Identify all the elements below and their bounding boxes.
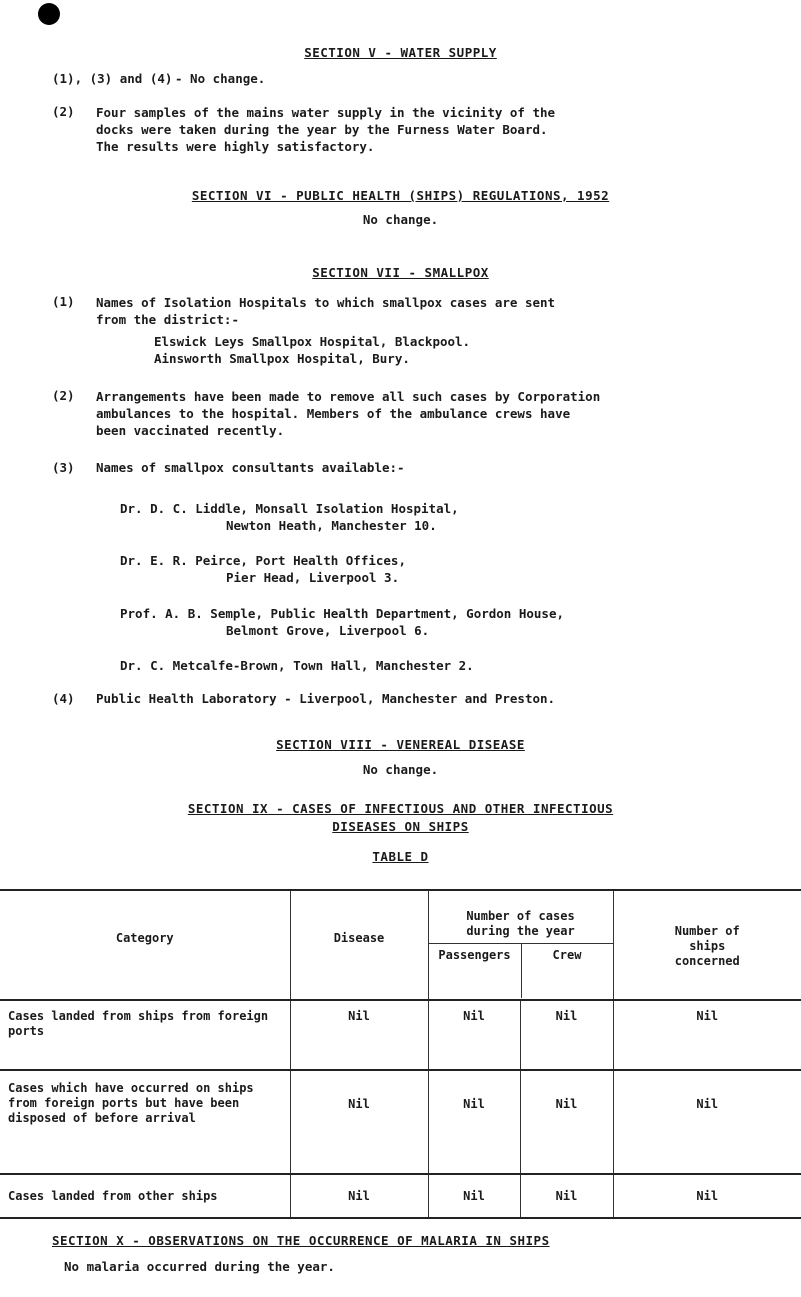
punch-hole: [38, 3, 60, 25]
row3-passengers: Nil: [463, 1189, 485, 1203]
section7-item2-line2: ambulances to the hospital. Members of the ambulance crews have: [96, 406, 571, 421]
section5-item2-number: (2): [52, 104, 75, 119]
section5-item2-text: [96, 104, 736, 155]
section8-heading: SECTION VIII - VENEREAL DISEASE: [276, 737, 525, 752]
row3-crew: Nil: [555, 1189, 578, 1203]
consultant-peirce-address: Pier Head, Liverpool 3.: [226, 570, 400, 585]
row1-disease: Nil: [348, 1009, 370, 1023]
section7-item4-number: (4): [52, 691, 75, 706]
table-row: [0, 1174, 801, 1218]
section7-item2-line3: been vaccinated recently.: [96, 423, 285, 438]
row1-category: Cases landed from ships from foreign ports: [8, 1009, 269, 1038]
section10-heading: SECTION X - OBSERVATIONS ON THE OCCURRENCE OF MALARIA IN SHIPS: [52, 1233, 550, 1248]
consultant-liddle: Dr. D. C. Liddle, Monsall Isolation Hospital,: [120, 501, 459, 516]
consultant-peirce: Dr. E. R. Peirce, Port Health Offices,: [120, 553, 406, 568]
row3-category: Cases landed from other ships: [8, 1189, 218, 1203]
hospital-elswick: Elswick Leys Smallpox Hospital, Blackpool.: [154, 334, 471, 349]
header-crew: Crew: [552, 948, 582, 962]
section10-text: No malaria occurred during the year.: [64, 1259, 335, 1274]
section8-text: No change.: [362, 762, 439, 777]
row3-ships: Nil: [696, 1189, 719, 1203]
row2-disease: Nil: [348, 1097, 370, 1111]
row2-crew: Nil: [555, 1097, 578, 1111]
consultant-liddle-address: Newton Heath, Manchester 10.: [226, 518, 437, 533]
section9-heading-line2: DISEASES ON SHIPS: [332, 819, 469, 834]
row1-crew: Nil: [555, 1009, 578, 1023]
table-header-row: [0, 890, 801, 1000]
row2-passengers: Nil: [463, 1097, 485, 1111]
section7-item3-number: (3): [52, 460, 75, 475]
section7-item2-number: (2): [52, 388, 75, 403]
consultant-metcalfe-brown: Dr. C. Metcalfe-Brown, Town Hall, Manchester 2.: [120, 658, 474, 673]
header-disease: Disease: [333, 931, 385, 945]
row2-category: Cases which have occurred on ships from foreign ports but have been disposed of before arrival: [8, 1081, 254, 1125]
section7-item3-text: Names of smallpox consultants available:-: [96, 460, 405, 475]
section5-item1-text: - No change.: [175, 71, 266, 86]
row3-disease: Nil: [348, 1189, 370, 1203]
hospital-ainsworth: Ainsworth Smallpox Hospital, Bury.: [154, 351, 410, 366]
section5-item1-number: (1), (3) and (4): [52, 71, 173, 86]
section6-heading: SECTION VI - PUBLIC HEALTH (SHIPS) REGULATIONS, 1952: [191, 188, 610, 203]
header-passengers: Passengers: [429, 944, 522, 998]
table-d: [0, 889, 801, 1219]
header-number-of-cases: Number of cases during the year: [466, 909, 575, 938]
section7-item1-text: [96, 294, 736, 328]
consultant-semple: Prof. A. B. Semple, Public Health Department, Gordon House,: [120, 606, 565, 621]
section5-item2-line1: Four samples of the mains water supply in the vicinity of the: [96, 105, 556, 120]
header-number-of-ships: Number of ships concerned: [674, 924, 740, 968]
section7-item2-text: [96, 388, 776, 439]
section5-heading: SECTION V - WATER SUPPLY: [304, 45, 497, 60]
section7-item1-line1: Names of Isolation Hospitals to which smallpox cases are sent: [96, 295, 556, 310]
row2-ships: Nil: [696, 1097, 719, 1111]
table-row: [0, 1000, 801, 1070]
section7-item1-line2: from the district:-: [96, 312, 239, 327]
section5-item2-line2: docks were taken during the year by the Furness Water Board.: [96, 122, 548, 137]
header-category: Category: [115, 931, 174, 945]
section7-item2-line1: Arrangements have been made to remove all such cases by Corporation: [96, 389, 601, 404]
section7-heading: SECTION VII - SMALLPOX: [312, 265, 489, 280]
section7-item1-number: (1): [52, 294, 75, 309]
row1-ships: Nil: [696, 1009, 719, 1023]
table-title: TABLE D: [372, 849, 429, 864]
row1-passengers: Nil: [463, 1009, 485, 1023]
table-row: [0, 1070, 801, 1174]
consultant-semple-address: Belmont Grove, Liverpool 6.: [226, 623, 430, 638]
hospital-list: [154, 333, 470, 367]
section7-item4-text: Public Health Laboratory - Liverpool, Manchester and Preston.: [96, 691, 556, 706]
section9-heading-line1: SECTION IX - CASES OF INFECTIOUS AND OTHER INFECTIOUS: [187, 801, 614, 816]
section5-item2-line3: The results were highly satisfactory.: [96, 139, 375, 154]
section6-text: No change.: [362, 212, 439, 227]
